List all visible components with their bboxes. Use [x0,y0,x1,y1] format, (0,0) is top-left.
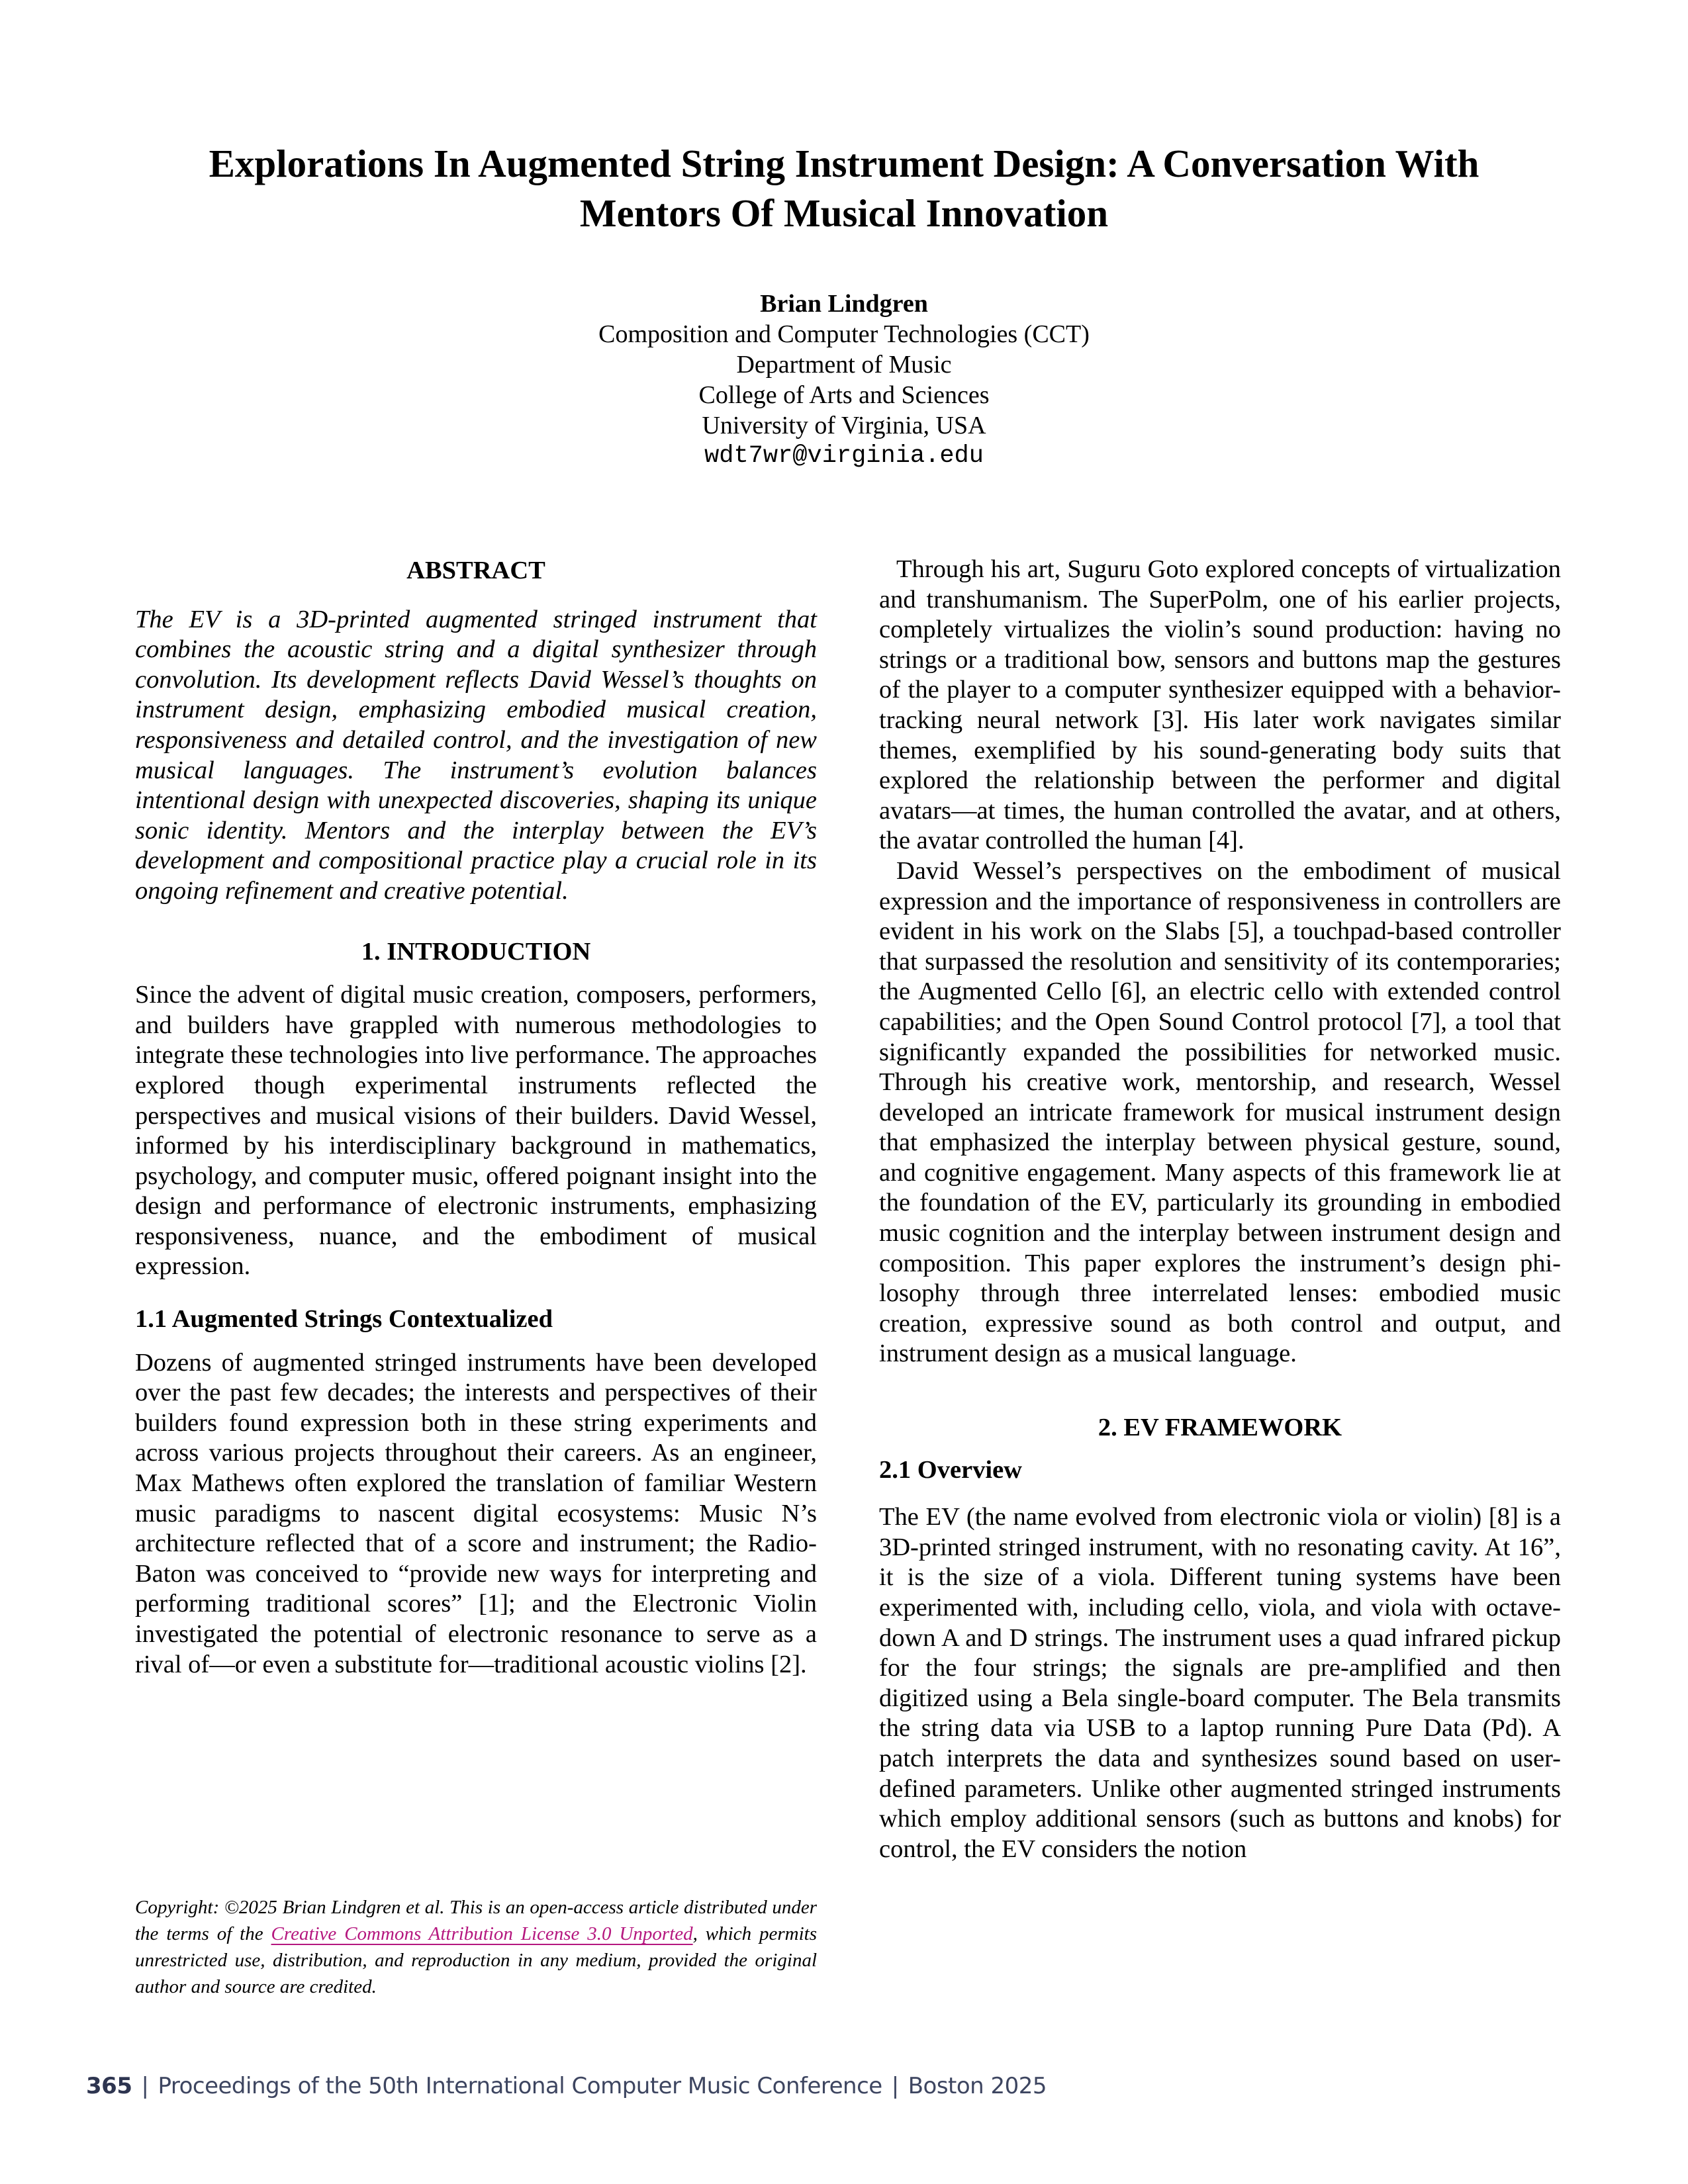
affiliation-line: Composition and Computer Technologies (CCT) [598,320,1090,348]
title-line-1: Explorations In Augmented String Instrument Design: A Conversation With [209,142,1479,185]
abstract-heading: ABSTRACT [406,557,545,584]
affiliation-line: College of Arts and Sciences [698,381,990,409]
augmented-paragraph-3: David Wessel’s perspectives on the embodiment of musical expression and the importance of responsiveness in controllers are evident in his work on the Slabs [5], a touchpad-based controller that surpassed the resolution and sensitivity of its contemporaries; the Augmented Cello [6], an electric cello with extended control capabilities; and the Open Sound Control protocol [7], a tool that significantly expanded the possibilities for networked music. Through his creative work, mentorship, and research, Wessel developed an intricate framework for musical instrument design that emphasized the interplay between physical gesture, sound, and cognitive engagement. Many aspects of this framework lie at the foundation of the EV, particularly its grounding in embodied music cognition and the interplay between instrument design and composition. This paper explores the instrument’s design philosophy through three interrelated lenses: embodied music creation, expressive sound as both control and output, and instrument design as a musical language. [879,856,1561,1368]
affiliation-line: Department of Music [736,351,952,379]
overview-paragraph: The EV (the name evolved from electronic viola or violin) [8] is a 3D-printed stringed instrument, with no resonating cavity. At 16”, it is the size of a viola. Different tuning systems have been experimented with, including cello, viola, and viola with octave-down A and D strings. The instrument uses a quad infrared pickup for the four strings; the signals are pre-amplified and then digitized using a Bela single-board computer. The Bela transmits the string data via USB to a laptop running Pure Data (Pd). A patch interprets the data and synthesizes sound based on user-defined parameters. Unlike other augmented stringed instruments which employ additional sensors (such as buttons and knobs) for control, the EV considers the notion [879,1503,1561,1863]
page-number: 365 [86,2073,132,2099]
page-footer [86,2073,1047,2099]
license-link[interactable]: Creative Commons Attribution License 3.0 Unported [271,1923,693,1944]
paper-title [0,139,1688,238]
framework-heading: 2. EV FRAMEWORK [1098,1414,1342,1442]
footer-separator: | [141,2073,149,2099]
author-email: wdt7wr@virginia.edu [704,442,984,470]
copyright-notice [135,1894,817,2000]
abstract-text: The EV is a 3D-printed augmented stringed instrument that combines the acoustic string and a digital synthesizer through convolution. Its development reflects David Wessel’s thoughts on instrument design, emphasizing embodied musical creation, responsiveness and detailed control, and the investigation of new musical languages. The instrument’s evolution balances intentional design with unexpected discoveries, shaping its unique sonic identity. Mentors and the interplay between the EV’s development and compositional practice play a crucial role in its ongoing refinement and creative potential. [135,605,817,905]
overview-heading: 2.1 Overview [879,1455,1022,1484]
left-column [135,555,817,1680]
augmented-paragraph-2: Through his art, Suguru Goto explored concepts of virtualization and transhumanism. The SuperPolm, one of his earlier projects, completely virtualizes the violin’s sound production: having no strings or a traditional bow, sensors and buttons map the gestures of the player to a computer synthesizer equipped with a behavior-tracking neural network [3]. His later work navigates similar themes, exemplified by his sound-generating body suits that explored the relationship between the performer and digital avatars—at times, the human controlled the avatar, and at others, the avatar controlled the human [4]. [879,555,1561,855]
copyright-prefix: Copyright: ©2025 Brian Lindgren et al. This is an open-access article distributed under the terms of the [135,1897,817,1944]
copyright-suffix: , which permits unrestricted use, distribution, and reproduction in any medium, provided the original author and source are credited. [135,1923,817,1997]
title-line-2: Mentors Of Musical Innovation [579,191,1109,235]
intro-heading: 1. INTRODUCTION [361,937,591,966]
augmented-paragraph-1: Dozens of augmented stringed instruments have been developed over the past few decades; the interests and perspectives of their builders found expression both in these string experiments and across various projects throughout their careers. As an engineer, Max Mathews often explored the translation of familiar Western music paradigms to nascent digital ecosystems: Music N’s architecture reflected that of a score and instrument; the Radio-Baton was conceived to “provide new ways for interpreting and performing traditional scores” [1]; and the Electronic Violin investigated the potential of electronic resonance to serve as a rival of—or even a substitute for—traditional acoustic violins [2]. [135,1348,817,1678]
right-column [879,555,1561,1864]
author-block [0,289,1688,471]
conference-location: Boston 2025 [908,2073,1047,2099]
footer-separator: | [891,2073,899,2099]
proceedings-name: Proceedings of the 50th International Computer Music Conference [158,2073,882,2099]
augmented-strings-heading: 1.1 Augmented Strings Contextualized [135,1305,553,1334]
intro-paragraph: Since the advent of digital music creation, composers, performers, and builders have grappled with numerous methodologies to integrate these technologies into live performance. The approaches explored though experimental instruments reflected the perspectives and musical visions of their builders. David Wessel, informed by his interdisciplinary background in mathematics, psychology, and computer music, offered poignant insight into the design and performance of electronic instruments, emphasizing responsiveness, nuance, and the embodiment of musical expression. [135,981,817,1281]
affiliation-line: University of Virginia, USA [702,412,986,439]
author-name: Brian Lindgren [760,290,928,318]
